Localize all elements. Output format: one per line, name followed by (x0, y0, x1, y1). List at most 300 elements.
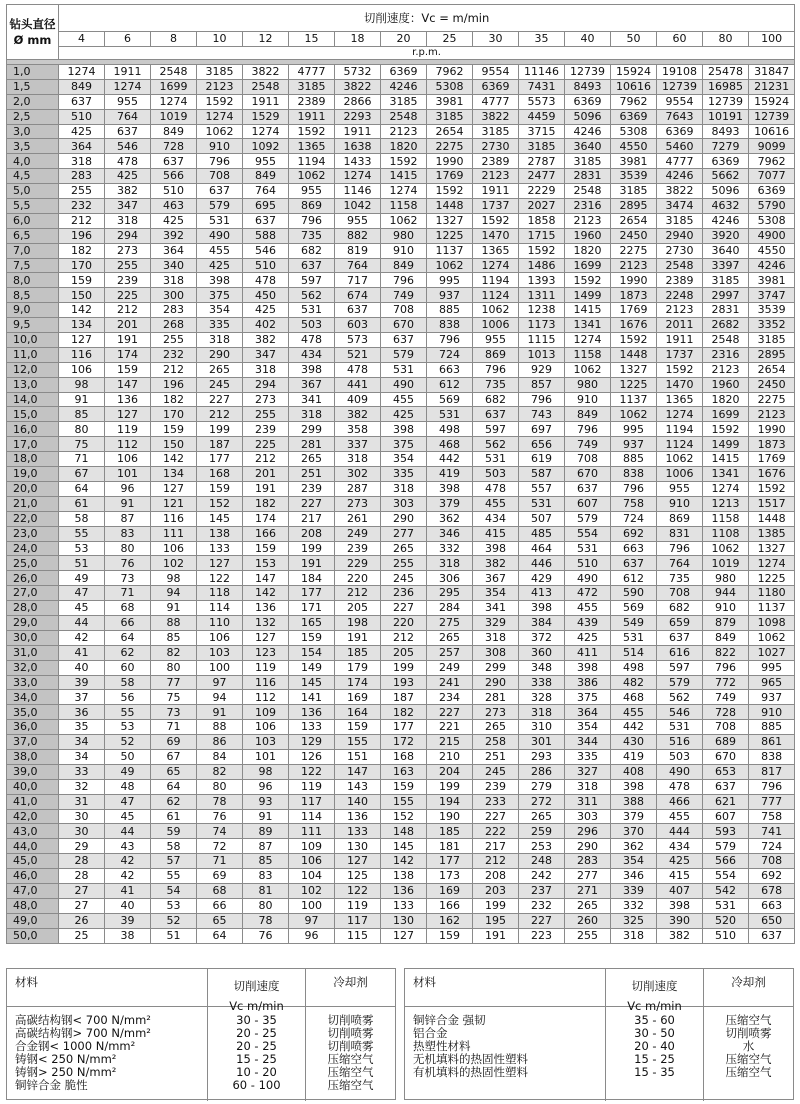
rpm-cell: 2123 (749, 407, 795, 422)
rpm-cell: 318 (243, 362, 289, 377)
diameter-cell: 29,0 (7, 615, 59, 630)
rpm-cell: 1311 (519, 288, 565, 303)
diameter-cell: 32,0 (7, 660, 59, 675)
diameter-cell: 2,5 (7, 109, 59, 124)
speed-header-10: 10 (197, 32, 243, 47)
rpm-cell: 5790 (749, 199, 795, 214)
rpm-cell: 164 (335, 705, 381, 720)
rpm-cell: 1385 (749, 526, 795, 541)
rpm-cell: 1365 (473, 243, 519, 258)
table-row (7, 556, 795, 571)
rpm-cell: 468 (427, 437, 473, 452)
rpm-cell: 398 (427, 481, 473, 496)
rpm-cell: 271 (565, 883, 611, 898)
rpm-cell: 98 (243, 764, 289, 779)
rpm-cell: 372 (519, 630, 565, 645)
rpm-cell: 265 (197, 362, 243, 377)
rpm-cell: 531 (427, 407, 473, 422)
rpm-cell: 478 (473, 481, 519, 496)
rpm-cell: 5308 (427, 79, 473, 94)
rpm-cell: 1517 (749, 496, 795, 511)
rpm-cell: 2940 (657, 228, 703, 243)
rpm-cell: 546 (243, 243, 289, 258)
rpm-cell: 42 (105, 854, 151, 869)
legend-col-speed-line2: Vc m/min (229, 999, 284, 1013)
diameter-cell: 5,0 (7, 184, 59, 199)
rpm-cell: 98 (59, 377, 105, 392)
rpm-cell: 106 (289, 854, 335, 869)
diameter-cell: 15,0 (7, 407, 59, 422)
rpm-cell: 150 (59, 288, 105, 303)
legend-material: 合金钢< 1000 N/mm² (15, 1039, 136, 1053)
rpm-cell: 265 (381, 541, 427, 556)
rpm-cell: 4777 (289, 65, 335, 80)
rpm-cell: 173 (427, 869, 473, 884)
rpm-cell: 3185 (381, 94, 427, 109)
rpm-cell: 6369 (657, 124, 703, 139)
legend-speed: 15 - 25 (236, 1052, 277, 1066)
table-row (7, 735, 795, 750)
rpm-cell: 142 (59, 303, 105, 318)
rpm-cell: 87 (243, 839, 289, 854)
rpm-cell: 444 (657, 824, 703, 839)
rpm-cell: 174 (243, 511, 289, 526)
rpm-cell: 1737 (657, 347, 703, 362)
rpm-cell: 6369 (611, 109, 657, 124)
table-row (7, 228, 795, 243)
table-row (7, 288, 795, 303)
rpm-cell: 367 (289, 377, 335, 392)
rpm-cell: 96 (289, 928, 335, 943)
rpm-cell: 11146 (519, 65, 565, 80)
legend-col-coolant: 冷却剂 (703, 969, 793, 1006)
rpm-cell: 212 (59, 213, 105, 228)
rpm-table (6, 4, 795, 944)
table-row (7, 392, 795, 407)
table-row (7, 377, 795, 392)
rpm-cell: 66 (197, 898, 243, 913)
rpm-cell: 4632 (703, 199, 749, 214)
legend-panel-left (6, 968, 396, 1100)
rpm-cell: 199 (289, 541, 335, 556)
rpm-cell: 514 (611, 645, 657, 660)
rpm-cell: 697 (519, 422, 565, 437)
rpm-cell: 136 (381, 883, 427, 898)
rpm-cell: 114 (289, 809, 335, 824)
rpm-cell: 318 (335, 452, 381, 467)
rpm-cell: 277 (565, 869, 611, 884)
rpm-cell: 5308 (611, 124, 657, 139)
rpm-cell: 101 (243, 749, 289, 764)
rpm-cell: 724 (427, 347, 473, 362)
rpm-cell: 290 (381, 511, 427, 526)
rpm-cell: 232 (59, 199, 105, 214)
rpm-cell: 101 (105, 467, 151, 482)
rpm-cell: 398 (381, 422, 427, 437)
rpm-cell: 1911 (335, 124, 381, 139)
rpm-cell: 279 (519, 779, 565, 794)
speed-header-100: 100 (749, 32, 795, 47)
rpm-cell: 674 (335, 288, 381, 303)
rpm-cell: 531 (197, 213, 243, 228)
rpm-cell: 83 (105, 526, 151, 541)
rpm-cell: 59 (151, 824, 197, 839)
rpm-cell: 191 (289, 556, 335, 571)
rpm-cell: 882 (335, 228, 381, 243)
rpm-cell: 64 (151, 779, 197, 794)
rpm-cell: 318 (611, 928, 657, 943)
rpm-cell: 2866 (335, 94, 381, 109)
rpm-cell: 637 (243, 213, 289, 228)
rpm-cell: 7279 (703, 139, 749, 154)
rpm-cell: 1676 (611, 318, 657, 333)
rpm-cell: 82 (151, 645, 197, 660)
rpm-cell: 241 (427, 675, 473, 690)
table-row (7, 422, 795, 437)
rpm-cell: 19108 (657, 65, 703, 80)
rpm-cell: 4550 (749, 243, 795, 258)
legend-speed: 30 - 50 (634, 1026, 675, 1040)
rpm-cell: 205 (335, 601, 381, 616)
rpm-cell: 857 (519, 377, 565, 392)
diameter-cell: 17,0 (7, 437, 59, 452)
rpm-cell: 4900 (749, 228, 795, 243)
rpm-cell: 31 (59, 794, 105, 809)
rpm-cell: 382 (657, 928, 703, 943)
rpm-cell: 261 (335, 511, 381, 526)
rpm-cell: 153 (243, 556, 289, 571)
rpm-cell: 4246 (565, 124, 611, 139)
rpm-cell: 10191 (703, 109, 749, 124)
rpm-cell: 332 (427, 541, 473, 556)
rpm-cell: 117 (289, 794, 335, 809)
rpm-cell: 910 (565, 392, 611, 407)
legend-material: 高碳结构钢< 700 N/mm² (15, 1013, 151, 1027)
rpm-cell: 181 (427, 839, 473, 854)
rpm-cell: 554 (703, 869, 749, 884)
rpm-cell: 58 (105, 675, 151, 690)
rpm-cell: 81 (243, 883, 289, 898)
diameter-cell: 43,0 (7, 824, 59, 839)
rpm-cell: 94 (197, 690, 243, 705)
rpm-cell: 318 (59, 154, 105, 169)
rpm-cell: 199 (197, 422, 243, 437)
legend-col-material: 材料 (15, 975, 38, 989)
rpm-cell: 6369 (703, 154, 749, 169)
rpm-cell: 678 (749, 883, 795, 898)
rpm-cell: 112 (243, 690, 289, 705)
rpm-cell: 204 (427, 764, 473, 779)
rpm-cell: 439 (565, 615, 611, 630)
rpm-cell: 162 (427, 913, 473, 928)
rpm-cell: 239 (335, 541, 381, 556)
rpm-cell: 1911 (657, 333, 703, 348)
rpm-cell: 2654 (611, 213, 657, 228)
rpm-cell: 52 (105, 735, 151, 750)
rpm-cell: 177 (197, 452, 243, 467)
rpm-cell: 450 (243, 288, 289, 303)
table-row (7, 630, 795, 645)
legend-coolant: 压缩空气 (327, 1052, 374, 1066)
rpm-cell: 503 (657, 749, 703, 764)
rpm-cell: 348 (519, 660, 565, 675)
rpm-cell: 425 (151, 213, 197, 228)
rpm-cell: 67 (151, 749, 197, 764)
diameter-cell: 33,0 (7, 675, 59, 690)
diameter-cell: 9,0 (7, 303, 59, 318)
rpm-cell: 74 (197, 824, 243, 839)
rpm-cell: 398 (657, 898, 703, 913)
rpm-cell: 3185 (427, 109, 473, 124)
rpm-cell: 2450 (749, 377, 795, 392)
rpm-cell: 1225 (427, 228, 473, 243)
rpm-cell: 472 (565, 586, 611, 601)
rpm-cell: 125 (335, 869, 381, 884)
diameter-cell: 44,0 (7, 839, 59, 854)
table-row (7, 347, 795, 362)
rpm-cell: 212 (197, 407, 243, 422)
rpm-cell: 191 (243, 481, 289, 496)
rpm-cell: 735 (473, 377, 519, 392)
rpm-cell: 103 (197, 645, 243, 660)
rpm-cell: 455 (611, 705, 657, 720)
rpm-cell: 5460 (657, 139, 703, 154)
rpm-cell: 995 (611, 422, 657, 437)
rpm-cell: 148 (381, 824, 427, 839)
rpm-cell: 51 (151, 928, 197, 943)
rpm-cell: 4550 (611, 139, 657, 154)
rpm-cell: 1137 (427, 243, 473, 258)
rpm-cell: 3185 (703, 273, 749, 288)
rpm-cell: 227 (197, 392, 243, 407)
rpm-cell: 96 (243, 779, 289, 794)
rpm-cell: 159 (289, 630, 335, 645)
rpm-cell: 147 (105, 377, 151, 392)
rpm-cell: 2831 (565, 169, 611, 184)
rpm-cell: 281 (289, 437, 335, 452)
rpm-cell: 65 (151, 764, 197, 779)
diameter-cell: 4,5 (7, 169, 59, 184)
rpm-cell: 221 (427, 720, 473, 735)
rpm-cell: 980 (703, 571, 749, 586)
rpm-cell: 7431 (519, 79, 565, 94)
rpm-cell: 38 (105, 928, 151, 943)
rpm-cell: 1274 (703, 481, 749, 496)
legend-speed: 15 - 25 (634, 1052, 675, 1066)
rpm-cell: 516 (657, 735, 703, 750)
rpm-cell: 3185 (473, 124, 519, 139)
rpm-cell: 597 (289, 273, 335, 288)
rpm-cell: 2316 (703, 347, 749, 362)
rpm-cell: 48 (105, 779, 151, 794)
rpm-cell: 478 (335, 362, 381, 377)
rpm-cell: 166 (427, 898, 473, 913)
rpm-cell: 1592 (519, 243, 565, 258)
rpm-cell: 36 (59, 705, 105, 720)
rpm-cell: 249 (335, 526, 381, 541)
rpm-cell: 7962 (611, 94, 657, 109)
rpm-cell: 402 (243, 318, 289, 333)
rpm-cell: 76 (197, 809, 243, 824)
rpm-label: r.p.m. (59, 47, 795, 60)
rpm-cell: 637 (473, 407, 519, 422)
rpm-cell: 1115 (519, 333, 565, 348)
rpm-cell: 8493 (565, 79, 611, 94)
rpm-cell: 670 (703, 749, 749, 764)
rpm-cell: 364 (151, 243, 197, 258)
table-row (7, 139, 795, 154)
rpm-cell: 69 (197, 869, 243, 884)
rpm-cell: 2275 (749, 392, 795, 407)
rpm-cell: 283 (565, 854, 611, 869)
rpm-cell: 358 (335, 422, 381, 437)
diameter-cell: 36,0 (7, 720, 59, 735)
rpm-cell: 557 (519, 481, 565, 496)
rpm-cell: 106 (197, 630, 243, 645)
speed-header-8: 8 (151, 32, 197, 47)
table-row (7, 660, 795, 675)
rpm-cell: 56 (105, 690, 151, 705)
rpm-cell: 408 (611, 764, 657, 779)
rpm-cell: 4246 (657, 169, 703, 184)
rpm-cell: 80 (243, 898, 289, 913)
rpm-cell: 65 (197, 913, 243, 928)
rpm-cell: 129 (289, 735, 335, 750)
table-row (7, 883, 795, 898)
diameter-cell: 12,0 (7, 362, 59, 377)
rpm-cell: 588 (243, 228, 289, 243)
rpm-cell: 455 (565, 601, 611, 616)
legend-speed: 20 - 25 (236, 1026, 277, 1040)
rpm-cell: 76 (243, 928, 289, 943)
rpm-cell: 531 (381, 362, 427, 377)
rpm-cell: 955 (105, 94, 151, 109)
rpm-cell: 248 (519, 854, 565, 869)
rpm-cell: 2477 (519, 169, 565, 184)
table-row (7, 318, 795, 333)
rpm-cell: 1225 (749, 571, 795, 586)
rpm-cell: 51 (59, 556, 105, 571)
rpm-cell: 122 (197, 571, 243, 586)
legend-material: 铜锌合金 强韧 (413, 1013, 486, 1027)
rpm-cell: 170 (151, 407, 197, 422)
rpm-cell: 2275 (611, 243, 657, 258)
rpm-cell: 239 (289, 481, 335, 496)
rpm-cell: 5732 (335, 65, 381, 80)
rpm-cell: 44 (105, 824, 151, 839)
rpm-cell: 510 (59, 109, 105, 124)
rpm-cell: 1027 (749, 645, 795, 660)
rpm-cell: 4777 (657, 154, 703, 169)
rpm-cell: 53 (151, 898, 197, 913)
rpm-cell: 1415 (703, 452, 749, 467)
rpm-cell: 255 (59, 184, 105, 199)
rpm-cell: 796 (611, 481, 657, 496)
rpm-cell: 2027 (519, 199, 565, 214)
rpm-cell: 910 (197, 139, 243, 154)
rpm-cell: 338 (519, 675, 565, 690)
rpm-cell: 145 (289, 675, 335, 690)
rpm-cell: 817 (749, 764, 795, 779)
rpm-cell: 332 (611, 898, 657, 913)
rpm-cell: 118 (197, 586, 243, 601)
legend-materials (405, 1007, 605, 1101)
rpm-cell: 66 (105, 615, 151, 630)
rpm-cell: 520 (703, 913, 749, 928)
rpm-cell: 185 (335, 645, 381, 660)
rpm-cell: 127 (197, 556, 243, 571)
rpm-cell: 695 (243, 199, 289, 214)
rpm-cell: 1137 (749, 601, 795, 616)
rpm-cell: 119 (243, 660, 289, 675)
speed-header-35: 35 (519, 32, 565, 47)
rpm-cell: 5308 (749, 213, 795, 228)
rpm-cell: 446 (519, 556, 565, 571)
table-row (7, 154, 795, 169)
rpm-cell: 318 (427, 556, 473, 571)
rpm-cell: 71 (59, 452, 105, 467)
rpm-cell: 796 (381, 273, 427, 288)
rpm-cell: 277 (381, 526, 427, 541)
rpm-cell: 42 (105, 869, 151, 884)
rpm-cell: 573 (335, 333, 381, 348)
rpm-cell: 1820 (565, 243, 611, 258)
diameter-cell: 22,0 (7, 511, 59, 526)
rpm-cell: 182 (59, 243, 105, 258)
rpm-cell: 1158 (565, 347, 611, 362)
rpm-cell: 12739 (703, 94, 749, 109)
rpm-cell: 2548 (151, 65, 197, 80)
rpm-cell: 2123 (703, 362, 749, 377)
rpm-cell: 31847 (749, 65, 795, 80)
rpm-cell: 1274 (335, 169, 381, 184)
diameter-cell: 19,0 (7, 467, 59, 482)
rpm-cell: 71 (197, 854, 243, 869)
table-row (7, 258, 795, 273)
rpm-cell: 133 (197, 541, 243, 556)
speed-title: 切削速度：Vc = m/min (59, 5, 795, 32)
rpm-cell: 2730 (473, 139, 519, 154)
rpm-cell: 822 (703, 645, 749, 660)
rpm-cell: 177 (427, 854, 473, 869)
rpm-cell: 43 (105, 839, 151, 854)
rpm-cell: 80 (197, 779, 243, 794)
rpm-cell: 2654 (427, 124, 473, 139)
legend-speed: 30 - 35 (236, 1013, 277, 1027)
rpm-cell: 425 (381, 407, 427, 422)
rpm-cell: 5573 (519, 94, 565, 109)
rpm-cell: 2682 (703, 318, 749, 333)
rpm-cell: 637 (749, 928, 795, 943)
rpm-cell: 2389 (289, 94, 335, 109)
rpm-cell: 21231 (749, 79, 795, 94)
rpm-cell: 764 (335, 258, 381, 273)
rpm-cell: 3981 (749, 273, 795, 288)
rpm-cell: 1146 (335, 184, 381, 199)
rpm-cell: 503 (289, 318, 335, 333)
rpm-cell: 257 (427, 645, 473, 660)
rpm-cell: 255 (151, 333, 197, 348)
rpm-cell: 831 (657, 526, 703, 541)
rpm-cell: 1715 (519, 228, 565, 243)
table-row (7, 586, 795, 601)
rpm-cell: 245 (473, 764, 519, 779)
rpm-cell: 1529 (243, 109, 289, 124)
rpm-cell: 199 (427, 779, 473, 794)
rpm-cell: 796 (289, 213, 335, 228)
rpm-cell: 1274 (565, 333, 611, 348)
rpm-cell: 265 (473, 720, 519, 735)
